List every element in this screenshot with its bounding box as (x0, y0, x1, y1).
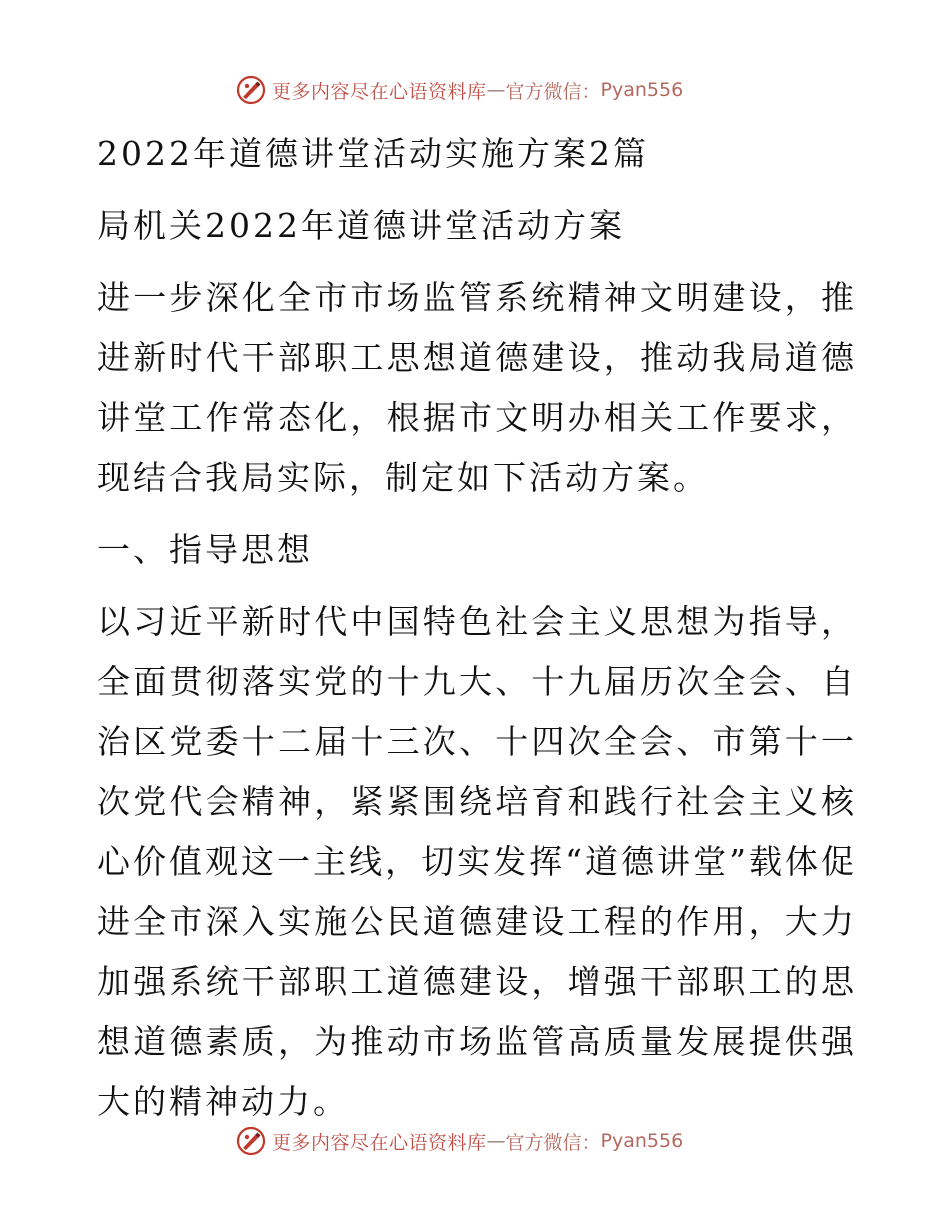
section1-heading: 一、指导思想 (97, 530, 313, 569)
pen-logo-icon (236, 1126, 266, 1156)
watermark-site-text: 更多内容尽在心语资料库 (272, 80, 487, 103)
footer-watermark (236, 1124, 683, 1158)
watermark-wechat-id: Pyan556 (600, 79, 684, 101)
watermark-wechat-id: Pyan556 (600, 1130, 684, 1152)
watermark-separator: — (486, 79, 506, 101)
document-title: 2022年道德讲堂活动实施方案2篇 (97, 134, 649, 173)
pen-logo-icon (236, 75, 266, 105)
watermark-site-text: 更多内容尽在心语资料库 (272, 1131, 487, 1154)
section1-paragraph: 以习近平新时代中国特色社会主义思想为指导，全面贯彻落实党的十九大、十九届历次全会、自治区党委十二届十三次、十四次全会、市第十一次党代会精神，紧紧围绕培育和践行社会主义核心价值观这一主线，切实发挥“道德讲堂”载体促进全市深入实施公民道德建设工程的作用，大力加强系统干部职工道德建设，增强干部职工的思想道德素质，为推动市场监管高质量发展提供强大的精神动力。 (97, 602, 857, 1121)
watermark-separator: — (486, 1130, 506, 1152)
intro-paragraph: 进一步深化全市市场监管系统精神文明建设，推进新时代干部职工思想道德建设，推动我局道德讲堂工作常态化，根据市文明办相关工作要求，现结合我局实际，制定如下活动方案。 (97, 278, 857, 497)
document-body (97, 124, 857, 1132)
document-subtitle: 局机关2022年道德讲堂活动方案 (97, 206, 625, 245)
watermark-wechat-label: 官方微信： (505, 80, 601, 103)
header-watermark (236, 73, 683, 107)
watermark-wechat-label: 官方微信： (505, 1131, 601, 1154)
